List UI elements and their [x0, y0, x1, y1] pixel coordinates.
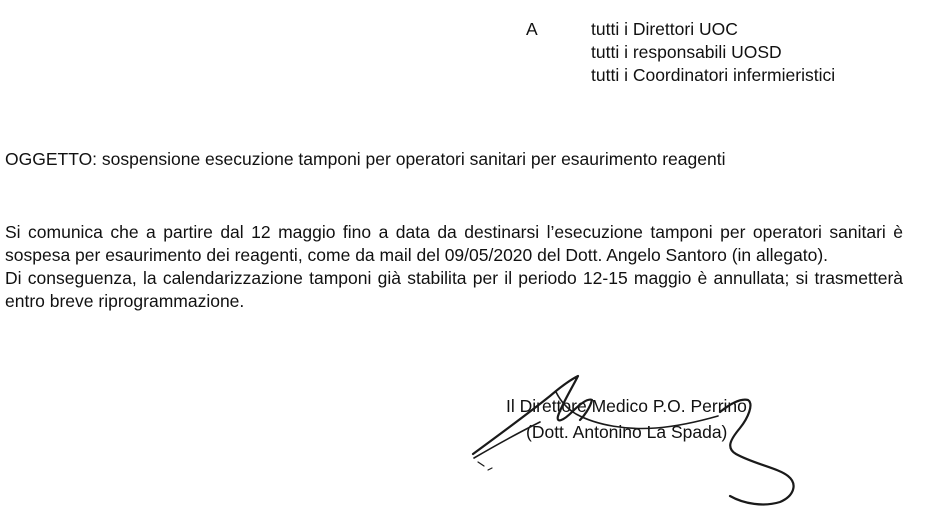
recipients-list: [591, 18, 835, 87]
letter-body: [5, 221, 903, 313]
body-paragraph: Di conseguenza, la calendarizzazione tamponi già stabilita per il periodo 12-15 maggio è annullata; si trasmetterà entro breve riprogrammazione.: [5, 268, 903, 311]
recipients-prefix: A: [526, 19, 538, 39]
recipient-line: tutti i responsabili UOSD: [591, 42, 782, 62]
recipient-line: tutti i Direttori UOC: [591, 19, 738, 39]
recipient-line: tutti i Coordinatori infermieristici: [591, 65, 836, 85]
subject-line: OGGETTO: sospensione esecuzione tamponi per operatori sanitari per esaurimento reagenti: [5, 149, 726, 169]
signatory-name: (Dott. Antonino La Spada): [526, 422, 728, 442]
signature-stroke: [478, 462, 492, 470]
signatory-title: Il Direttore Medico P.O. Perrino: [506, 396, 747, 416]
signature-block: [506, 393, 747, 445]
body-paragraph: Si comunica che a partire dal 12 maggio fino a data da destinarsi l’esecuzione tamponi per operatori sanitari è sospesa per esaurimento dei reagenti, come da mail del 09/05/2020 del Dott. Angelo Santoro (in allegato).: [5, 222, 903, 265]
